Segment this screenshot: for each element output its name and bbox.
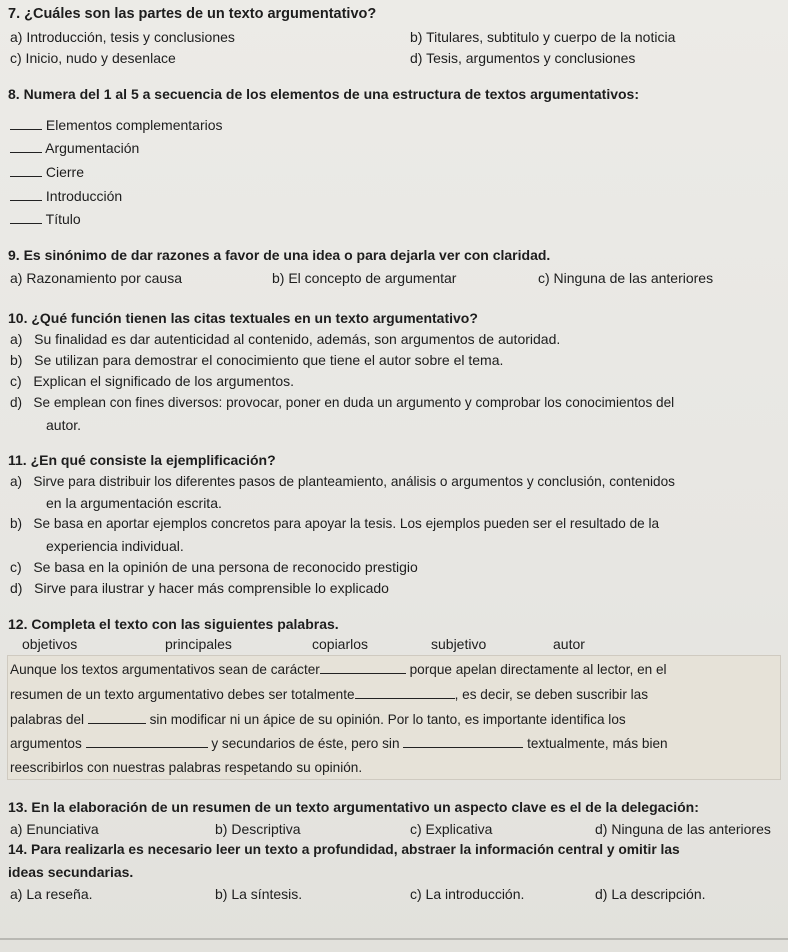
fill-text-line-5: reescribirlos con nuestras palabras respetando su opinión.	[10, 760, 363, 775]
answer-blank[interactable]	[10, 188, 42, 201]
text-fragment: sin modificar ni un ápice de su opinión. Por lo tanto, es importante identifica los	[149, 712, 626, 727]
q8-item-3	[10, 164, 84, 180]
question-8-title: 8. Numera del 1 al 5 a secuencia de los elementos de una estructura de textos argumentativos:	[8, 86, 640, 102]
q7-option-b: b) Titulares, subtitulo y cuerpo de la noticia	[410, 29, 676, 45]
word-bank-item: principales	[165, 636, 232, 652]
q10-option-b: b) Se utilizan para demostrar el conocimiento que tiene el autor sobre el tema.	[10, 352, 504, 368]
q8-item-label: Argumentación	[45, 140, 140, 156]
q14-option-c: c) La introducción.	[410, 886, 525, 902]
word-bank-item: copiarlos	[312, 636, 369, 652]
text-fragment: y secundarios de éste, pero sin	[211, 736, 400, 751]
q9-option-a: a) Razonamiento por causa	[10, 270, 182, 286]
q10-option-c: c) Explican el significado de los argumentos.	[10, 373, 295, 389]
q13-option-c: c) Explicativa	[410, 821, 493, 837]
fill-text-line-3	[10, 711, 626, 727]
q13-option-d: d) Ninguna de las anteriores	[595, 821, 771, 837]
q14-option-a: a) La reseña.	[10, 886, 93, 902]
q13-option-a: a) Enunciativa	[10, 821, 99, 837]
q10-option-a: a) Su finalidad es dar autenticidad al contenido, además, son argumentos de autoridad.	[10, 331, 561, 347]
q11-option-c: c) Se basa en la opinión de una persona de reconocido prestigio	[10, 559, 418, 575]
page-edge-divider	[0, 938, 788, 940]
text-fragment: Aunque los textos argumentativos sean de carácter	[10, 662, 320, 677]
question-11-title: 11. ¿En qué consiste la ejemplificación?	[8, 452, 276, 468]
text-fragment: , es decir, se deben suscribir las	[454, 687, 649, 702]
q14-option-b: b) La síntesis.	[215, 886, 303, 902]
question-7-title: 7. ¿Cuáles son las partes de un texto argumentativo?	[8, 6, 377, 22]
q8-item-4	[10, 188, 122, 204]
text-fragment: porque apelan directamente al lector, en el	[409, 662, 667, 677]
word-bank-item: objetivos	[22, 636, 78, 652]
answer-blank[interactable]	[10, 117, 42, 130]
q11-option-a-line2: en la argumentación escrita.	[46, 495, 222, 511]
question-14-title-line2: ideas secundarias.	[8, 864, 134, 880]
q8-item-1	[10, 117, 223, 133]
answer-blank[interactable]	[355, 686, 455, 699]
fill-text-line-2	[10, 686, 648, 702]
q8-item-5	[10, 211, 81, 227]
fill-text-line-1	[10, 661, 667, 677]
text-fragment: argumentos	[10, 736, 82, 751]
q8-item-label: Introducción	[45, 188, 123, 204]
fill-text-line-4	[10, 735, 668, 751]
answer-blank[interactable]	[88, 711, 146, 724]
question-9-title: 9. Es sinónimo de dar razones a favor de una idea o para dejarla ver con claridad.	[8, 247, 551, 263]
q13-option-b: b) Descriptiva	[215, 821, 301, 837]
q11-option-b-line2: experiencia individual.	[46, 538, 184, 554]
answer-blank[interactable]	[10, 164, 42, 177]
question-10-title: 10. ¿Qué función tienen las citas textuales en un texto argumentativo?	[8, 310, 478, 326]
answer-blank[interactable]	[403, 735, 523, 748]
word-bank-item: subjetivo	[431, 636, 487, 652]
question-13-title: 13. En la elaboración de un resumen de un texto argumentativo un aspecto clave es el de la delegación:	[8, 799, 699, 815]
q7-option-d: d) Tesis, argumentos y conclusiones	[410, 50, 636, 66]
q11-option-b-line1: b) Se basa en aportar ejemplos concretos para apoyar la tesis. Los ejemplos pueden ser el resultado de la	[10, 516, 660, 531]
answer-blank[interactable]	[320, 661, 406, 674]
q8-item-label: Cierre	[45, 164, 85, 180]
q9-option-b: b) El concepto de argumentar	[272, 270, 457, 286]
q10-option-d-line1: d) Se emplean con fines diversos: provocar, poner en duda un argumento y comprobar los conocimientos del	[10, 395, 675, 410]
text-fragment: resumen de un texto argumentativo debes ser totalmente	[10, 687, 355, 702]
q8-item-2	[10, 140, 139, 156]
q7-option-c: c) Inicio, nudo y desenlace	[10, 50, 176, 66]
q14-option-d: d) La descripción.	[595, 886, 706, 902]
question-14-title-line1: 14. Para realizarla es necesario leer un texto a profundidad, abstraer la información central y omitir las	[8, 842, 680, 857]
q11-option-d: d) Sirve para ilustrar y hacer más comprensible lo explicado	[10, 580, 389, 596]
question-12-title: 12. Completa el texto con las siguientes palabras.	[8, 616, 339, 632]
answer-blank[interactable]	[10, 140, 42, 153]
answer-blank[interactable]	[86, 735, 208, 748]
q8-item-label: Título	[45, 211, 81, 227]
q9-option-c: c) Ninguna de las anteriores	[538, 270, 714, 286]
word-bank-item: autor	[553, 636, 585, 652]
text-fragment: textualmente, más bien	[527, 736, 668, 751]
q7-option-a: a) Introducción, tesis y conclusiones	[10, 29, 235, 45]
answer-blank[interactable]	[10, 211, 42, 224]
text-fragment: palabras del	[10, 712, 85, 727]
q10-option-d-line2: autor.	[46, 417, 82, 433]
q8-item-label: Elementos complementarios	[45, 117, 223, 133]
q11-option-a-line1: a) Sirve para distribuir los diferentes pasos de planteamiento, análisis o argumentos y conclusión, contenidos	[10, 474, 675, 489]
